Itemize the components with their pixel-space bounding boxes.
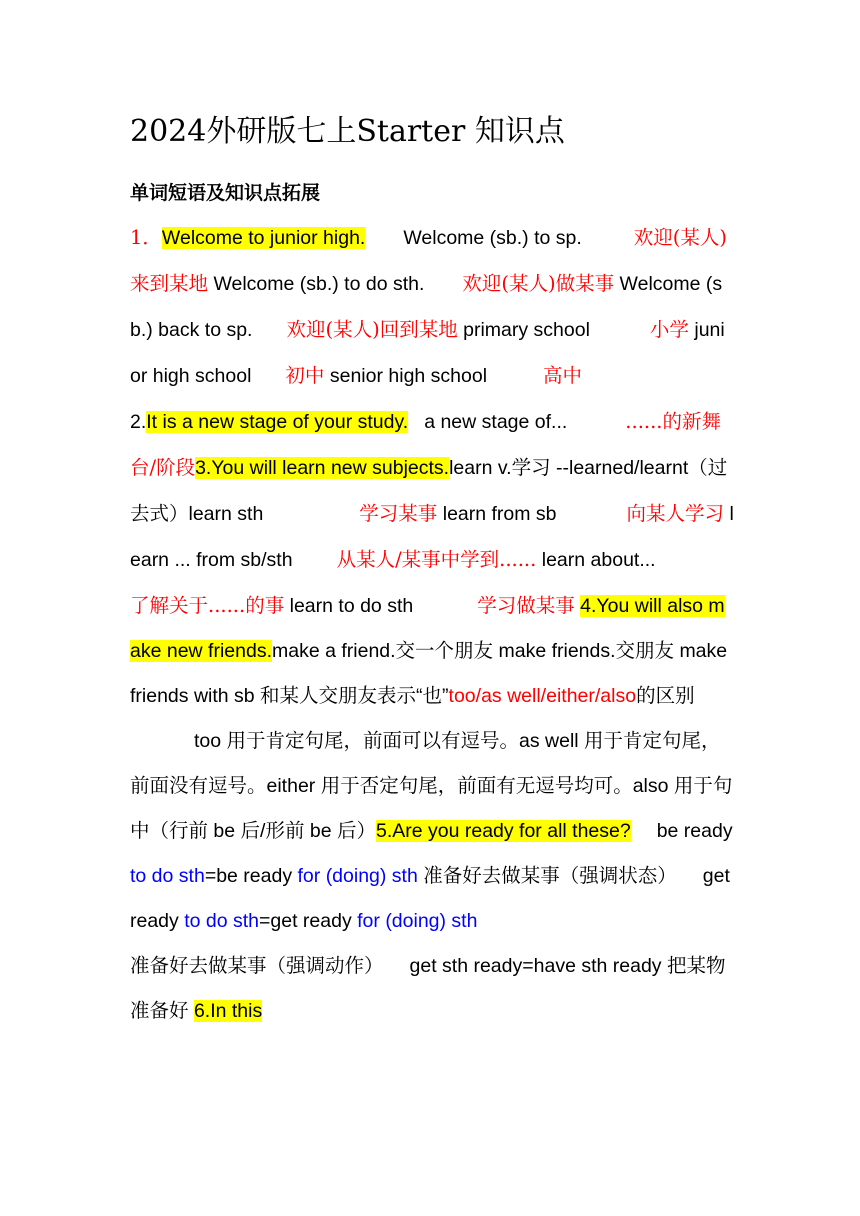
explanation: too 用于肯定句尾，前面可以有逗号。as well 用于肯定句尾，前面没有逗号。either 用于否定句尾，前面有无逗号均可。also 用于句中（行前 be 后/形前 be 后） bbox=[130, 730, 733, 842]
phrase: =be ready bbox=[204, 865, 293, 887]
translation: ......的新舞台/阶段 bbox=[130, 410, 721, 479]
explanation: get sth ready=have sth ready 把某物准备好 bbox=[130, 955, 726, 1022]
phrase: 的区别 bbox=[636, 685, 695, 707]
phrase: learn to do sth bbox=[289, 595, 414, 617]
phrase: learn ... from sb/sth bbox=[130, 503, 734, 571]
explanation: 准备好去做某事（强调状态） bbox=[423, 865, 677, 887]
phrase: be ready bbox=[656, 820, 733, 842]
item-3-sentence: 3.You will learn new subjects. bbox=[195, 457, 450, 479]
item-1-number: 1． bbox=[130, 226, 162, 249]
item-5-sentence: 5.Are you ready for all these? bbox=[375, 820, 631, 842]
phrase: learn v.学习 --learned/learnt（过去式）learn sth bbox=[130, 457, 728, 525]
translation: 欢迎(某人)来到某地 bbox=[130, 226, 728, 295]
keyword: too/as well/either/also bbox=[448, 685, 637, 707]
phrase: Welcome (sb.) to do sth. bbox=[213, 273, 425, 295]
phrase: learn about... bbox=[541, 549, 656, 571]
translation: 初中 bbox=[285, 364, 325, 387]
item-6-sentence: 6.In this bbox=[193, 1000, 263, 1022]
section-heading: 单词短语及知识点拓展 bbox=[130, 182, 321, 204]
translation: 学习某事 bbox=[359, 502, 438, 525]
phrase: a new stage of... bbox=[424, 411, 568, 433]
translation: 欢迎(某人)回到某地 bbox=[286, 318, 458, 341]
phrase: Welcome (sb.) to sp. bbox=[403, 227, 582, 249]
item-2-sentence: It is a new stage of your study. bbox=[146, 411, 409, 433]
phrase: primary school bbox=[463, 319, 590, 341]
phrase: =get ready bbox=[259, 910, 352, 932]
translation: 从某人/某事中学到...... bbox=[336, 548, 537, 571]
item-2-number: 2. bbox=[130, 411, 147, 433]
translation: 了解关于......的事 bbox=[130, 594, 285, 617]
pattern: for (doing) sth bbox=[297, 865, 418, 887]
pattern: to do sth bbox=[184, 910, 260, 932]
phrase: get ready bbox=[130, 865, 730, 932]
phrase: Welcome (sb.) back to sp. bbox=[130, 273, 723, 341]
document-title: 2024外研版七上Starter 知识点 bbox=[130, 114, 565, 149]
translation: 高中 bbox=[543, 364, 583, 387]
translation: 学习做某事 bbox=[477, 594, 575, 617]
phrase: make a friend.交一个朋友 make friends.交朋友 make friends with sb 和某人交朋友表示“也” bbox=[130, 640, 728, 707]
phrase: senior high school bbox=[329, 365, 488, 387]
phrase: learn from sb bbox=[442, 503, 557, 525]
document-body bbox=[130, 215, 735, 1034]
explanation: 准备好去做某事（强调动作） bbox=[130, 955, 384, 977]
item-4-sentence: 4.You will also make new friends. bbox=[130, 595, 725, 662]
translation: 小学 bbox=[649, 318, 689, 341]
translation: 欢迎(某人)做某事 bbox=[462, 272, 615, 295]
item-1-sentence: Welcome to junior high. bbox=[161, 227, 366, 249]
pattern: to do sth bbox=[130, 865, 205, 887]
translation: 向某人学习 bbox=[626, 502, 725, 525]
phrase: junior high school bbox=[130, 319, 725, 387]
pattern: for (doing) sth bbox=[357, 910, 478, 932]
